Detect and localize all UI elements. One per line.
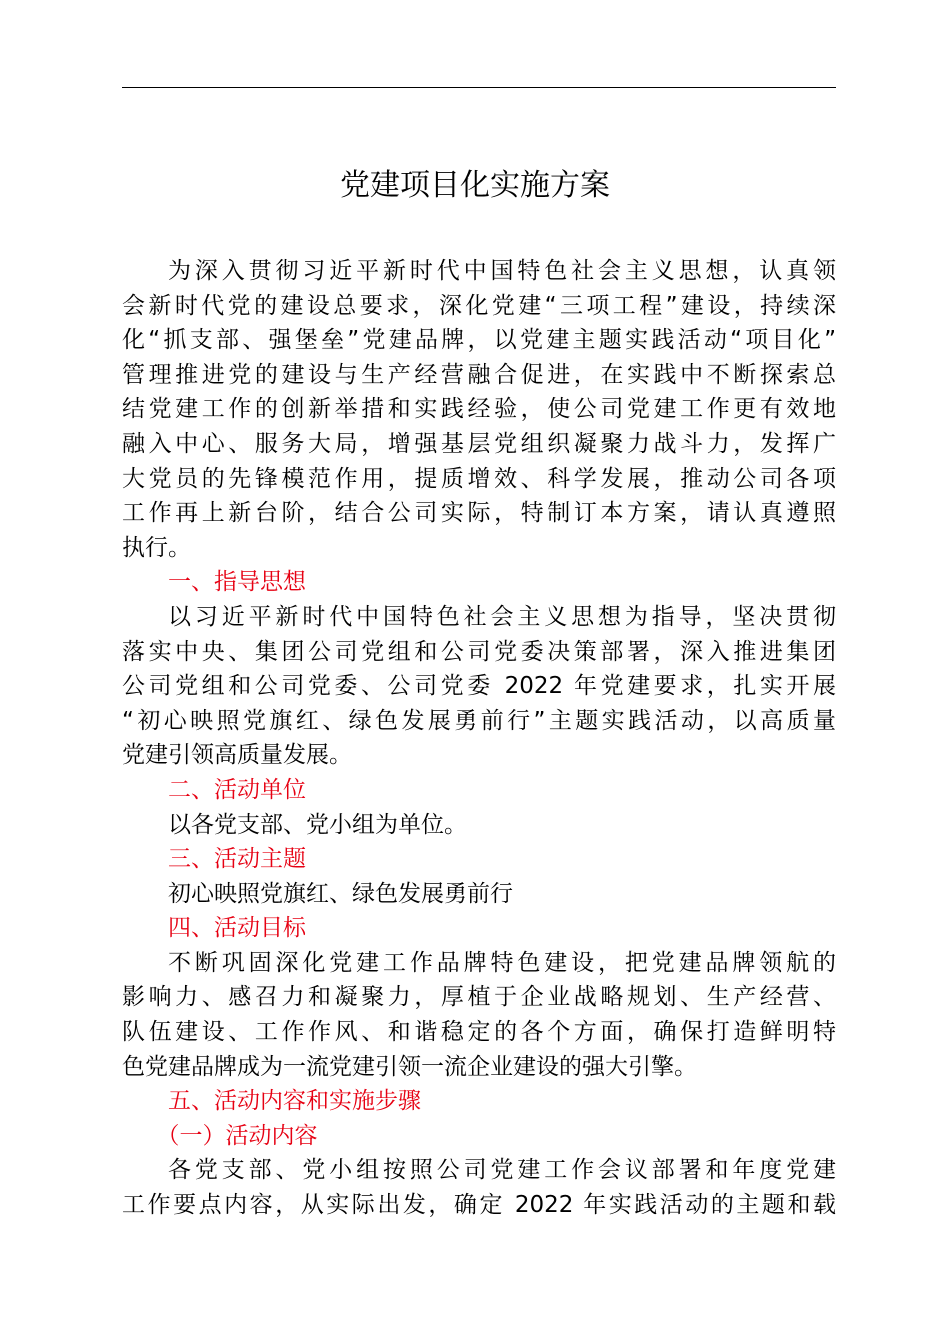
subsection-heading-activity-content: （一）活动内容	[156, 1122, 318, 1149]
section-activity-unit-body: 以各党支部、党小组为单位。	[168, 811, 467, 838]
subsection-activity-content-body	[122, 1153, 836, 1222]
intro-line: 管理推进党的建设与生产经营融合促进，在实践中不断探索总	[122, 361, 836, 388]
body-line: 队伍建设、工作作风、和谐稳定的各个方面，确保打造鲜明特	[122, 1019, 836, 1046]
section-heading-activity-theme: 三、活动主题	[168, 846, 306, 873]
intro-line: 化“抓支部、强堡垒”党建品牌，以党建主题实践活动“项目化”	[122, 327, 836, 354]
body-line: 工作要点内容，从实际出发，确定 2022 年实践活动的主题和载	[122, 1192, 836, 1219]
body-line: 各党支部、党小组按照公司党建工作会议部署和年度党建	[168, 1157, 836, 1184]
body-line: 影响力、感召力和凝聚力，厚植于企业战略规划、生产经营、	[122, 984, 836, 1011]
body-line: “初心映照党旗红、绿色发展勇前行”主题实践活动，以高质量	[122, 707, 836, 734]
intro-line: 工作再上新台阶，结合公司实际，特制订本方案，请认真遵照	[122, 500, 836, 527]
document-body	[122, 254, 836, 1223]
intro-line: 执行。	[122, 534, 191, 561]
section-activity-theme-body: 初心映照党旗红、绿色发展勇前行	[168, 880, 513, 907]
section-activity-goal-body	[122, 946, 836, 1084]
section-heading-activity-goal: 四、活动目标	[168, 915, 306, 942]
intro-line: 会新时代党的建设总要求，深化党建“三项工程”建设，持续深	[122, 292, 836, 319]
section-heading-guiding-thought: 一、指导思想	[168, 569, 306, 596]
header-rule	[122, 87, 836, 88]
section-guiding-thought-body	[122, 600, 836, 773]
intro-line: 结党建工作的创新举措和实践经验，使公司党建工作更有效地	[122, 396, 836, 423]
body-line: 色党建品牌成为一流党建引领一流企业建设的强大引擎。	[122, 1053, 697, 1080]
section-heading-activity-unit: 二、活动单位	[168, 776, 306, 803]
body-line: 不断巩固深化党建工作品牌特色建设，把党建品牌领航的	[168, 949, 836, 976]
body-line: 落实中央、集团公司党组和公司党委决策部署，深入推进集团	[122, 638, 836, 665]
body-line: 党建引领高质量发展。	[122, 742, 352, 769]
document-title: 党建项目化实施方案	[340, 168, 610, 203]
body-line: 公司党组和公司党委、公司党委 2022 年党建要求，扎实开展	[122, 673, 836, 700]
intro-line: 为深入贯彻习近平新时代中国特色社会主义思想，认真领	[168, 258, 836, 284]
intro-line: 大党员的先锋模范作用，提质增效、科学发展，推动公司各项	[122, 465, 836, 492]
section-heading-content-steps: 五、活动内容和实施步骤	[168, 1088, 421, 1115]
intro-line: 融入中心、服务大局，增强基层党组织凝聚力战斗力，发挥广	[122, 430, 836, 457]
intro-paragraph	[122, 254, 836, 565]
body-line: 以习近平新时代中国特色社会主义思想为指导，坚决贯彻	[168, 603, 836, 630]
